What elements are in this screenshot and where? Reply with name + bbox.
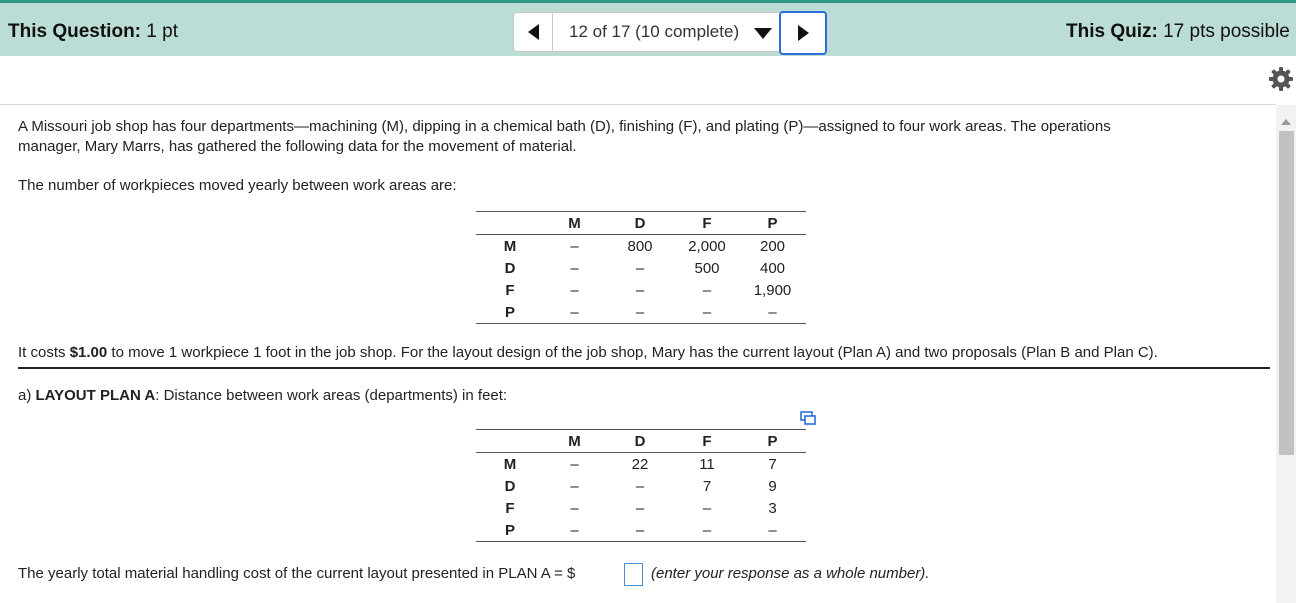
row-header: D bbox=[504, 259, 516, 277]
workpieces-label: The number of workpieces moved yearly between work areas are: bbox=[18, 177, 457, 194]
section-divider bbox=[18, 367, 1270, 369]
table-row bbox=[476, 257, 806, 279]
table-row bbox=[476, 235, 806, 258]
table-cell: – bbox=[570, 303, 579, 321]
next-question-button[interactable] bbox=[779, 11, 827, 55]
row-header: P bbox=[504, 521, 515, 539]
table-cell: – bbox=[635, 303, 645, 321]
table-cell: 1,900 bbox=[753, 281, 792, 299]
table-cell: – bbox=[570, 259, 579, 277]
table-cell: – bbox=[570, 237, 579, 255]
table-cell: – bbox=[702, 303, 712, 321]
scroll-thumb[interactable] bbox=[1279, 131, 1294, 455]
table-header-row bbox=[476, 212, 806, 235]
question-select[interactable] bbox=[553, 12, 780, 52]
row-header: M bbox=[503, 455, 517, 473]
column-header: P bbox=[767, 214, 778, 232]
divider bbox=[0, 104, 1276, 105]
distance-table bbox=[476, 429, 806, 542]
column-header: M bbox=[568, 432, 581, 450]
table-row bbox=[476, 279, 806, 301]
table-cell: 3 bbox=[768, 499, 777, 517]
row-header: F bbox=[505, 281, 515, 299]
table-cell: – bbox=[570, 281, 579, 299]
problem-intro-line-1: A Missouri job shop has four departments—machining (M), dipping in a chemical bath (D), finishing (F), and plating (P)—assigned to four work areas. The operations bbox=[18, 118, 1111, 135]
row-header: M bbox=[503, 237, 517, 255]
arrow-left-icon bbox=[528, 24, 539, 40]
table-cell: 800 bbox=[627, 237, 653, 255]
quiz-header bbox=[0, 0, 1296, 56]
table-row bbox=[476, 475, 806, 497]
quiz-points: This Quiz: 17 pts possible bbox=[1066, 21, 1290, 42]
answer-input[interactable] bbox=[624, 563, 643, 586]
problem-intro bbox=[18, 117, 1111, 157]
table-cell: 500 bbox=[694, 259, 720, 277]
table-cell: 400 bbox=[759, 259, 786, 277]
row-header: D bbox=[504, 477, 516, 495]
caret-down-icon bbox=[754, 28, 772, 39]
table-cell: – bbox=[635, 281, 645, 299]
table-cell: 2,000 bbox=[688, 237, 726, 255]
table-cell: – bbox=[768, 521, 777, 539]
table-cell: 22 bbox=[631, 455, 649, 473]
row-header: P bbox=[504, 303, 515, 321]
question-points: This Question: 1 pt bbox=[8, 21, 178, 42]
table-cell: – bbox=[570, 477, 579, 495]
cost-statement: It costs $1.00 to move 1 workpiece 1 foot in the job shop. For the layout design of the job shop, Mary has the current layout (Plan A) and two proposals (Plan B and Plan C). bbox=[18, 344, 1158, 361]
vertical-scrollbar[interactable] bbox=[1276, 105, 1296, 603]
column-header: M bbox=[568, 214, 581, 232]
table-cell: 11 bbox=[699, 455, 715, 473]
table-cell: – bbox=[702, 281, 712, 299]
arrow-right-icon bbox=[798, 25, 809, 41]
question-select-label: 12 of 17 (10 complete) bbox=[569, 22, 740, 41]
table-cell: 7 bbox=[768, 455, 777, 473]
column-header: F bbox=[702, 214, 712, 232]
row-header: F bbox=[505, 499, 515, 517]
previous-question-button[interactable] bbox=[513, 12, 553, 52]
gear-icon[interactable] bbox=[1268, 66, 1294, 92]
table-cell: – bbox=[570, 455, 579, 473]
part-a-label: a) LAYOUT PLAN A: Distance between work areas (departments) in feet: bbox=[18, 387, 508, 404]
table-row bbox=[476, 301, 806, 324]
table-cell: – bbox=[635, 477, 645, 495]
column-header: D bbox=[634, 214, 646, 232]
table-cell: 200 bbox=[759, 237, 786, 255]
table-row bbox=[476, 497, 806, 519]
table-cell: – bbox=[702, 499, 712, 517]
table-cell: 7 bbox=[702, 477, 712, 495]
answer-hint: (enter your response as a whole number). bbox=[651, 565, 930, 582]
table-cell: – bbox=[570, 521, 579, 539]
table-cell: – bbox=[768, 303, 777, 321]
column-header: P bbox=[767, 432, 778, 450]
answer-prompt: The yearly total material handling cost of the current layout presented in PLAN A = $ bbox=[18, 565, 576, 582]
table-row bbox=[476, 519, 806, 542]
column-header: D bbox=[634, 432, 646, 450]
table-row bbox=[476, 453, 806, 476]
table-cell: – bbox=[570, 499, 579, 517]
table-cell: – bbox=[635, 521, 645, 539]
scroll-up-icon[interactable] bbox=[1281, 119, 1291, 125]
column-header: F bbox=[702, 432, 712, 450]
problem-intro-line-2: manager, Mary Marrs, has gathered the following data for the movement of material. bbox=[18, 138, 577, 155]
table-cell: 9 bbox=[768, 477, 777, 495]
table-cell: – bbox=[702, 521, 712, 539]
table-cell: – bbox=[635, 259, 645, 277]
table-cell: – bbox=[635, 499, 645, 517]
copy-table-icon[interactable] bbox=[800, 411, 816, 425]
table-header-row bbox=[476, 430, 806, 453]
workpieces-table bbox=[476, 211, 806, 324]
